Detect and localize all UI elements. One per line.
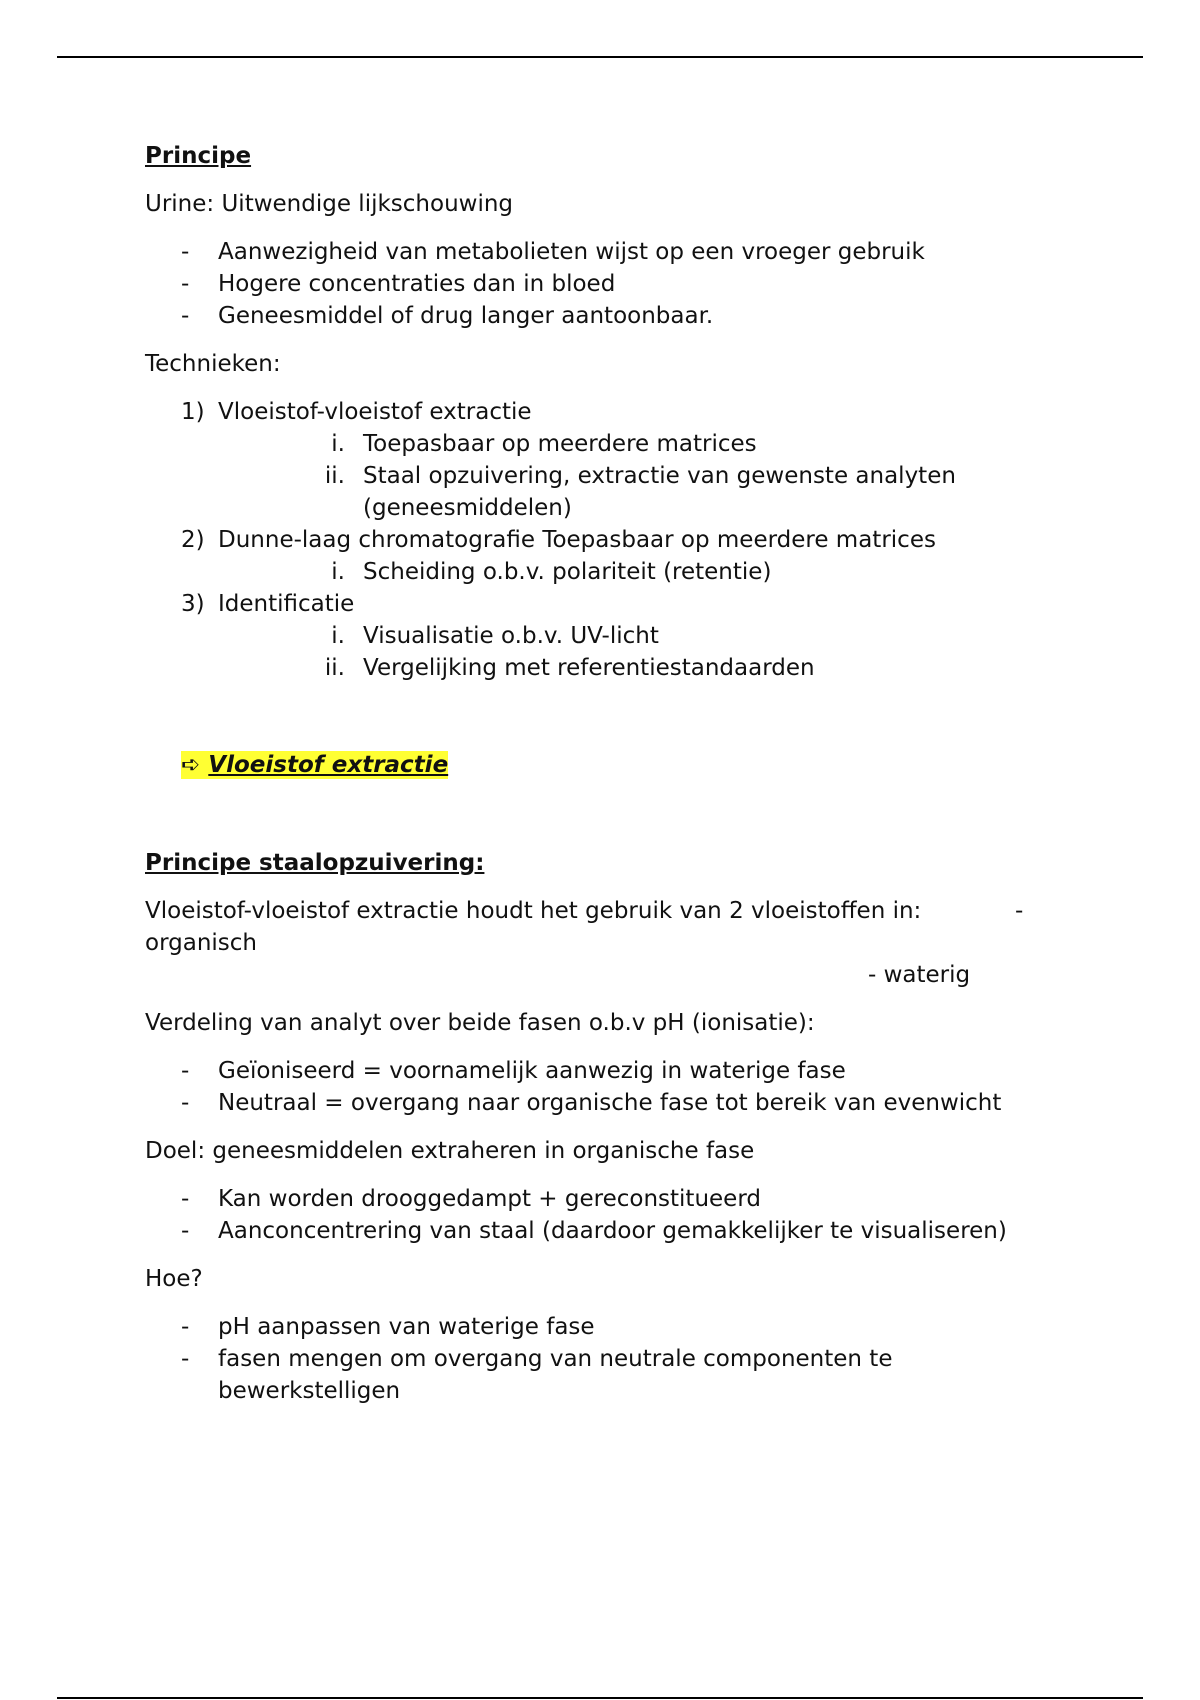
distribution-text: Verdeling van analyt over beide fasen o.b.v pH (ionisatie): bbox=[145, 1010, 815, 1036]
list-number: 3) bbox=[181, 591, 205, 617]
dash-bullet: - bbox=[181, 1058, 190, 1084]
dash-bullet: - bbox=[181, 1314, 190, 1340]
list-item-text: Geneesmiddel of drug langer aantoonbaar. bbox=[218, 303, 714, 329]
technique-label: Vloeistof-vloeistof extractie bbox=[218, 399, 532, 425]
list-item-text: bewerkstelligen bbox=[218, 1378, 401, 1404]
sub-item bbox=[145, 652, 1065, 684]
list-item bbox=[145, 300, 1065, 332]
intro-line-organisch: organisch bbox=[145, 930, 257, 956]
dash-bullet: - bbox=[181, 1186, 190, 1212]
dash-bullet: - bbox=[181, 1346, 190, 1372]
roman-number: ii. bbox=[324, 655, 345, 681]
list-item-text: Aanconcentrering van staal (daardoor gemakkelijker te visualiseren) bbox=[218, 1218, 1007, 1244]
sub-item-text: Vergelijking met referentiestandaarden bbox=[363, 655, 815, 681]
dash-bullet: - bbox=[181, 239, 190, 265]
roman-number: i. bbox=[331, 559, 345, 585]
document-body bbox=[145, 140, 1065, 1407]
list-item bbox=[145, 1215, 1065, 1247]
section-heading-principe: Principe bbox=[145, 143, 252, 169]
goal-bullet-list bbox=[145, 1183, 1065, 1247]
list-item-continuation bbox=[145, 1375, 1065, 1407]
intro-line bbox=[145, 895, 1065, 927]
sub-item-text: Staal opzuivering, extractie van gewenste analyten bbox=[363, 463, 956, 489]
list-item bbox=[145, 236, 1065, 268]
how-text: Hoe? bbox=[145, 1266, 203, 1292]
list-item-text: Aanwezigheid van metabolieten wijst op een vroeger gebruik bbox=[218, 239, 925, 265]
list-item-text: Hogere concentraties dan in bloed bbox=[218, 271, 616, 297]
technique-label: Dunne-laag chromatografie Toepasbaar op meerdere matrices bbox=[218, 527, 936, 553]
sub-item-text: (geneesmiddelen) bbox=[363, 495, 572, 521]
list-item-text: Geïoniseerd = voornamelijk aanwezig in waterige fase bbox=[218, 1058, 846, 1084]
intro-line-waterig: - waterig bbox=[868, 962, 971, 988]
technique-item bbox=[145, 588, 1065, 620]
roman-number: i. bbox=[331, 623, 345, 649]
sub-item bbox=[145, 620, 1065, 652]
technique-label: Identificatie bbox=[218, 591, 355, 617]
techniques-list bbox=[145, 396, 1065, 684]
dash-bullet: - bbox=[181, 271, 190, 297]
list-item bbox=[145, 1311, 1065, 1343]
roman-number: i. bbox=[331, 431, 345, 457]
section-heading-staalopzuivering: Principe staalopzuivering: bbox=[145, 850, 485, 876]
list-item bbox=[145, 1055, 1065, 1087]
list-number: 1) bbox=[181, 399, 205, 425]
technique-item bbox=[145, 396, 1065, 428]
list-item-text: Kan worden drooggedampt + gereconstitueerd bbox=[218, 1186, 761, 1212]
dash-bullet: - bbox=[181, 1218, 190, 1244]
how-bullet-list bbox=[145, 1311, 1065, 1407]
sub-item-continuation bbox=[145, 492, 1065, 524]
dash-bullet: - bbox=[181, 303, 190, 329]
sub-item bbox=[145, 460, 1065, 492]
list-item bbox=[145, 268, 1065, 300]
list-item-text: fasen mengen om overgang van neutrale componenten te bbox=[218, 1346, 893, 1372]
urine-bullet-list bbox=[145, 236, 1065, 332]
roman-number: ii. bbox=[324, 463, 345, 489]
techniques-label: Technieken: bbox=[145, 351, 281, 377]
list-number: 2) bbox=[181, 527, 205, 553]
intro-text: Vloeistof-vloeistof extractie houdt het gebruik van 2 vloeistoffen in: bbox=[145, 898, 922, 924]
goal-text: Doel: geneesmiddelen extraheren in organische fase bbox=[145, 1138, 755, 1164]
list-item bbox=[145, 1343, 1065, 1375]
urine-intro: Urine: Uitwendige lijkschouwing bbox=[145, 191, 514, 217]
list-item bbox=[145, 1183, 1065, 1215]
highlight-mark bbox=[181, 751, 448, 779]
sub-item-text: Scheiding o.b.v. polariteit (retentie) bbox=[363, 559, 772, 585]
sub-item bbox=[145, 556, 1065, 588]
top-rule bbox=[57, 56, 1143, 58]
distribution-bullet-list bbox=[145, 1055, 1065, 1119]
arrow-icon: ➪ bbox=[181, 752, 201, 778]
sub-item-text: Toepasbaar op meerdere matrices bbox=[363, 431, 757, 457]
dash-bullet: - bbox=[181, 1090, 190, 1116]
list-item-text: Neutraal = overgang naar organische fase tot bereik van evenwicht bbox=[218, 1090, 1002, 1116]
highlighted-title: Vloeistof extractie bbox=[208, 752, 449, 778]
dash-bullet: - bbox=[1015, 898, 1024, 924]
list-item bbox=[145, 1087, 1065, 1119]
highlighted-heading bbox=[145, 749, 1065, 781]
sub-item bbox=[145, 428, 1065, 460]
technique-item bbox=[145, 524, 1065, 556]
sub-item-text: Visualisatie o.b.v. UV-licht bbox=[363, 623, 659, 649]
list-item-text: pH aanpassen van waterige fase bbox=[218, 1314, 595, 1340]
bottom-rule bbox=[57, 1697, 1143, 1699]
